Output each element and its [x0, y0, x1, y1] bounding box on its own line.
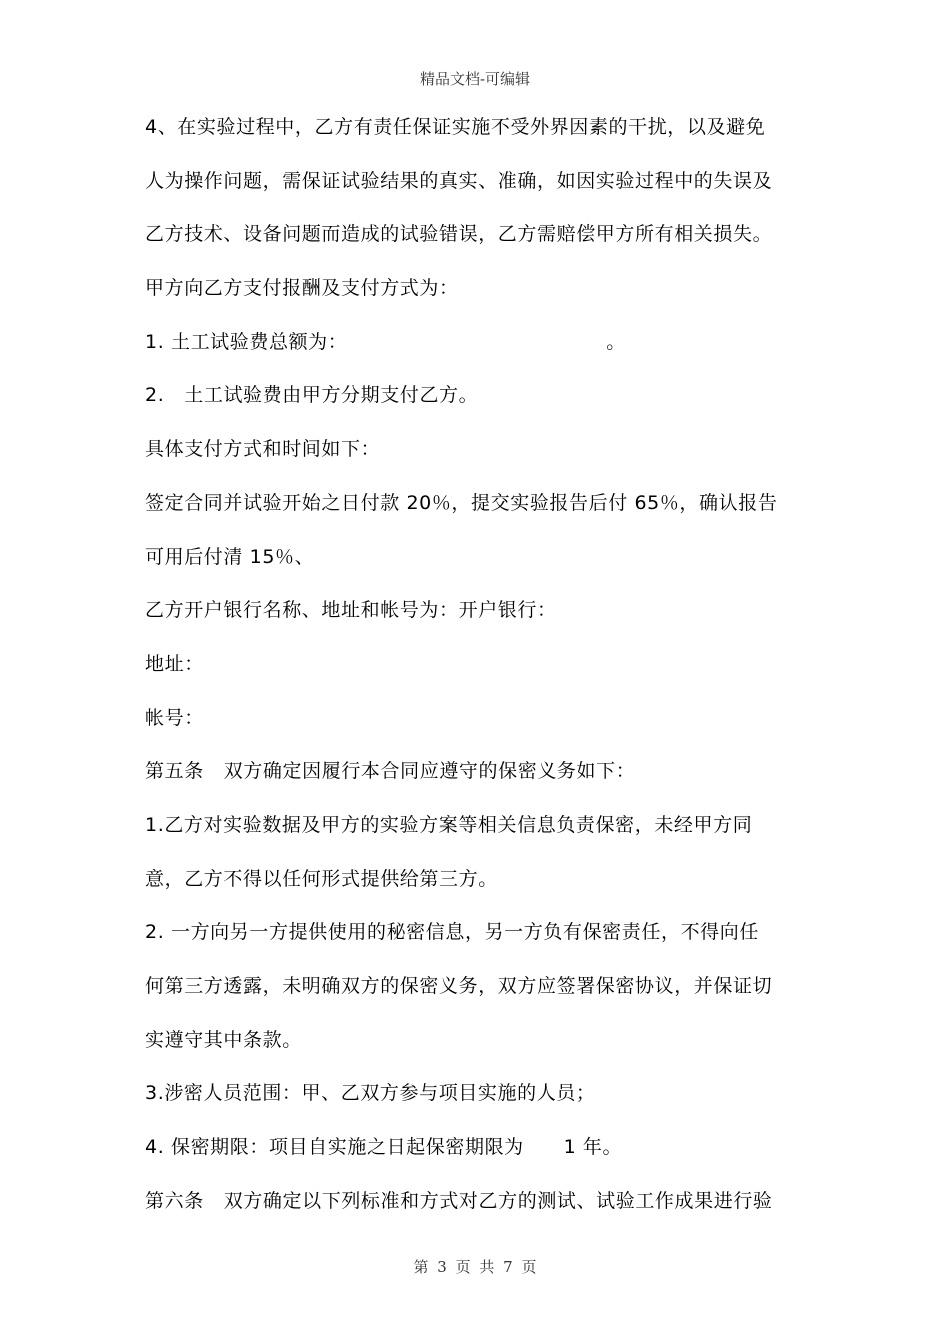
paragraph-line: 1. 土工试验费总额为： 。	[145, 330, 626, 353]
page-footer: 第 3 页 共 7 页	[413, 1258, 537, 1276]
paragraph-line: 地址：	[145, 652, 204, 675]
paragraph-line: 可用后付清 15％、	[145, 545, 315, 568]
paragraph-line: 4、在实验过程中，乙方有责任保证实施不受外界因素的干扰，以及避免	[145, 116, 766, 138]
page-header: 精品文档-可编辑	[419, 70, 531, 88]
paragraph-line: 4. 保密期限：项目自实施之日起保密期限为 1 年。	[145, 1136, 623, 1159]
paragraph-line: 1.乙方对实验数据及甲方的实验方案等相关信息负责保密，未经甲方同	[145, 813, 753, 836]
document-body	[145, 107, 825, 1234]
paragraph-line: 2. 土工试验费由甲方分期支付乙方。	[145, 384, 479, 407]
paragraph-line: 具体支付方式和时间如下：	[145, 438, 381, 461]
paragraph-line: 签定合同并试验开始之日付款 20％，提交实验报告后付 65％，确认报告	[145, 491, 778, 514]
paragraph-line: 人为操作问题，需保证试验结果的真实、准确，如因实验过程中的失误及	[145, 169, 773, 192]
paragraph-line: 何第三方透露，未明确双方的保密义务，双方应签署保密协议，并保证切	[145, 975, 773, 997]
paragraph-line: 2. 一方向另一方提供使用的秘密信息，另一方负有保密责任，不得向任	[145, 921, 759, 944]
paragraph-line: 乙方开户银行名称、地址和帐号为：开户银行：	[145, 599, 557, 622]
section-heading-line: 第五条 双方确定因履行本合同应遵守的保密义务如下：	[145, 760, 636, 783]
paragraph-line: 实遵守其中条款。	[145, 1028, 302, 1051]
paragraph-line: 帐号：	[145, 706, 204, 729]
paragraph-line: 意，乙方不得以任何形式提供给第三方。	[145, 867, 498, 890]
paragraph-line: 乙方技术、设备问题而造成的试验错误，乙方需赔偿甲方所有相关损失。	[145, 223, 773, 246]
paragraph-line: 甲方向乙方支付报酬及支付方式为：	[145, 277, 459, 300]
paragraph-line: 3.涉密人员范围：甲、乙双方参与项目实施的人员；	[145, 1082, 596, 1105]
section-heading-line: 第六条 双方确定以下列标准和方式对乙方的测试、试验工作成果进行验	[145, 1189, 773, 1212]
